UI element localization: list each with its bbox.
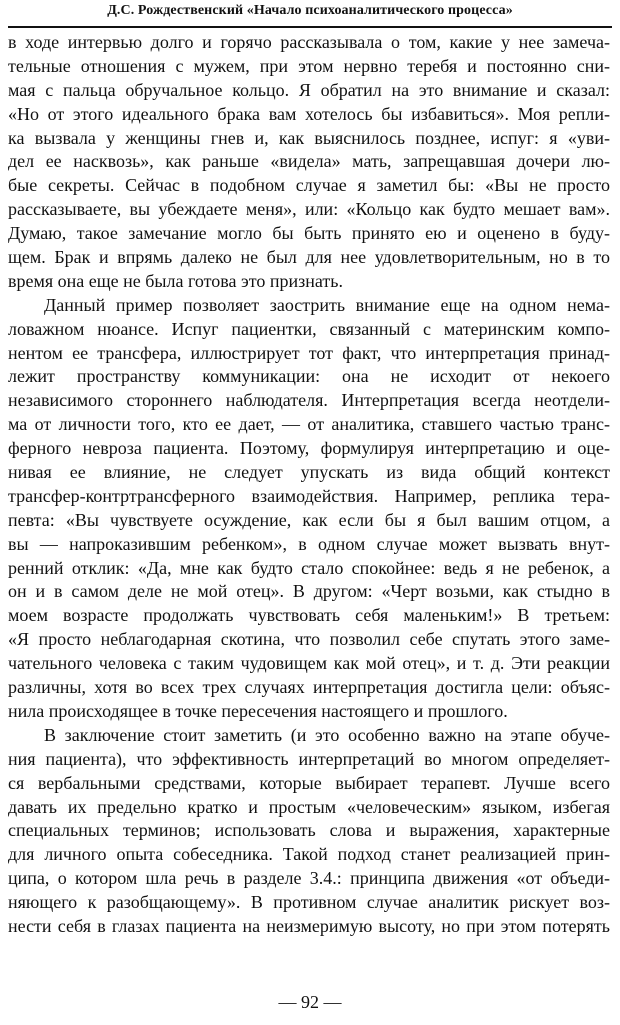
text-line: нести себя в глазах пациента на неизмеримую высоту, но при этом потерять [8, 915, 610, 936]
text-line: няющего к разобщающему». В противном случае аналитик рискует воз- [8, 892, 610, 913]
text-line: «Но от этого идеального брака вам хотелось бы избавиться». Моя репли- [8, 103, 610, 124]
header-rule [8, 26, 612, 28]
text-line: нентом ее трансфера, иллюстрирует тот факт, что интерпретация принад- [8, 342, 610, 363]
text-line: время она еще не была готова это признать. [8, 270, 344, 291]
text-line: ципа, о котором шла речь в разделе 3.4.: принципа движения «от объеди- [8, 868, 610, 889]
text-line: В заключение стоит заметить (и это особенно важно на этапе обуче- [44, 724, 610, 745]
text-line: ка вызвала у женщины гнев и, как выяснилось позднее, испуг: я «уви- [8, 127, 610, 148]
text-line: моем возрасте продолжать чувствовать себя маленьким!» В третьем: [8, 605, 610, 626]
text-line: специальных терминов; использовать слова и выражения, характерные [8, 820, 610, 841]
text-line: трансфер-контртрансферного взаимодействия. Например, реплика тера- [8, 485, 610, 506]
text-line: ферного невроза пациента. Поэтому, формулируя интерпретацию и оце- [8, 438, 610, 459]
text-line: ловажном нюансе. Испуг пациентки, связанный с материнским компо- [8, 318, 610, 339]
text-line: лежит пространству коммуникации: она не исходит от некоего [8, 366, 610, 387]
text-line: различны, хотя во всех трех случаях интерпретация достигла цели: объяс- [8, 677, 610, 698]
page-number: — 92 — [278, 992, 342, 1012]
text-line: ния пациента), что эффективность интерпретаций во многом определяет- [8, 748, 610, 769]
text-line: ренний отклик: «Да, мне как будто стало спокойнее: ведь я не ребенок, а [8, 557, 610, 578]
text-line: «Я просто неблагодарная скотина, что позволил себе спутать этого заме- [8, 629, 610, 650]
text-line: давать их предельно кратко и простым «человеческим» языком, избегая [8, 796, 610, 817]
text-line: чательного человека с таким чудовищем как мой отец», и т. д. Эти реакции [8, 653, 610, 674]
text-line: бые секреты. Сейчас в подобном случае я заметил бы: «Вы не просто [8, 175, 610, 196]
text-line: в ходе интервью долго и горячо рассказывала о том, какие у нее замеча- [8, 32, 610, 52]
text-line: тельные отношения с мужем, при этом нервно теребя и постоянно сни- [8, 55, 610, 76]
text-line: нивая ее влияние, не следует упускать из вида общий контекст [8, 462, 610, 483]
text-line: Думаю, такое замечание могло бы быть принято ею и оценено в буду- [8, 223, 610, 244]
paragraph [8, 724, 610, 939]
paragraph [8, 31, 610, 294]
text-line: Данный пример позволяет заострить внимание еще на одном нема- [44, 294, 610, 315]
text-line: нила происходящее в точке пересечения настоящего и прошлого. [8, 700, 508, 721]
running-header: Д.С. Рождественский «Начало психоаналитического процесса» [107, 3, 513, 18]
text-line: дел ее насквозь», как раньше «видела» мать, запрещавшая дочери лю- [8, 151, 610, 172]
text-line: ма от личности того, кто ее дает, — от аналитика, ставшего частью транс- [8, 414, 610, 435]
text-line: независимого стороннего наблюдателя. Интерпретация всегда неотдели- [8, 390, 610, 411]
text-line: он и в самом деле не мой отец». В другом: «Черт возьми, как стыдно в [8, 581, 610, 602]
text-line: вы — напроказившим ребенком», в одном случае может вызвать внут- [8, 533, 610, 554]
paragraph [8, 294, 610, 724]
text-line: ся вербальными средствами, которые выбирает терапевт. Лучше всего [8, 772, 610, 793]
text-line: рассказываете, вы убеждаете меня», или: «Кольцо как будто мешает вам». [8, 199, 610, 220]
page-body [8, 31, 610, 939]
text-line: для личного опыта собеседника. Такой подход станет реализацией прин- [8, 844, 610, 865]
text-line: мая с пальца обручальное кольцо. Я обратил на это внимание и сказал: [8, 79, 610, 100]
text-line: щем. Брак и впрямь далеко не был для нее удовлетворительным, но в то [8, 247, 610, 268]
text-line: певта: «Вы чувствуете осуждение, как если бы я был вашим отцом, а [8, 509, 610, 530]
